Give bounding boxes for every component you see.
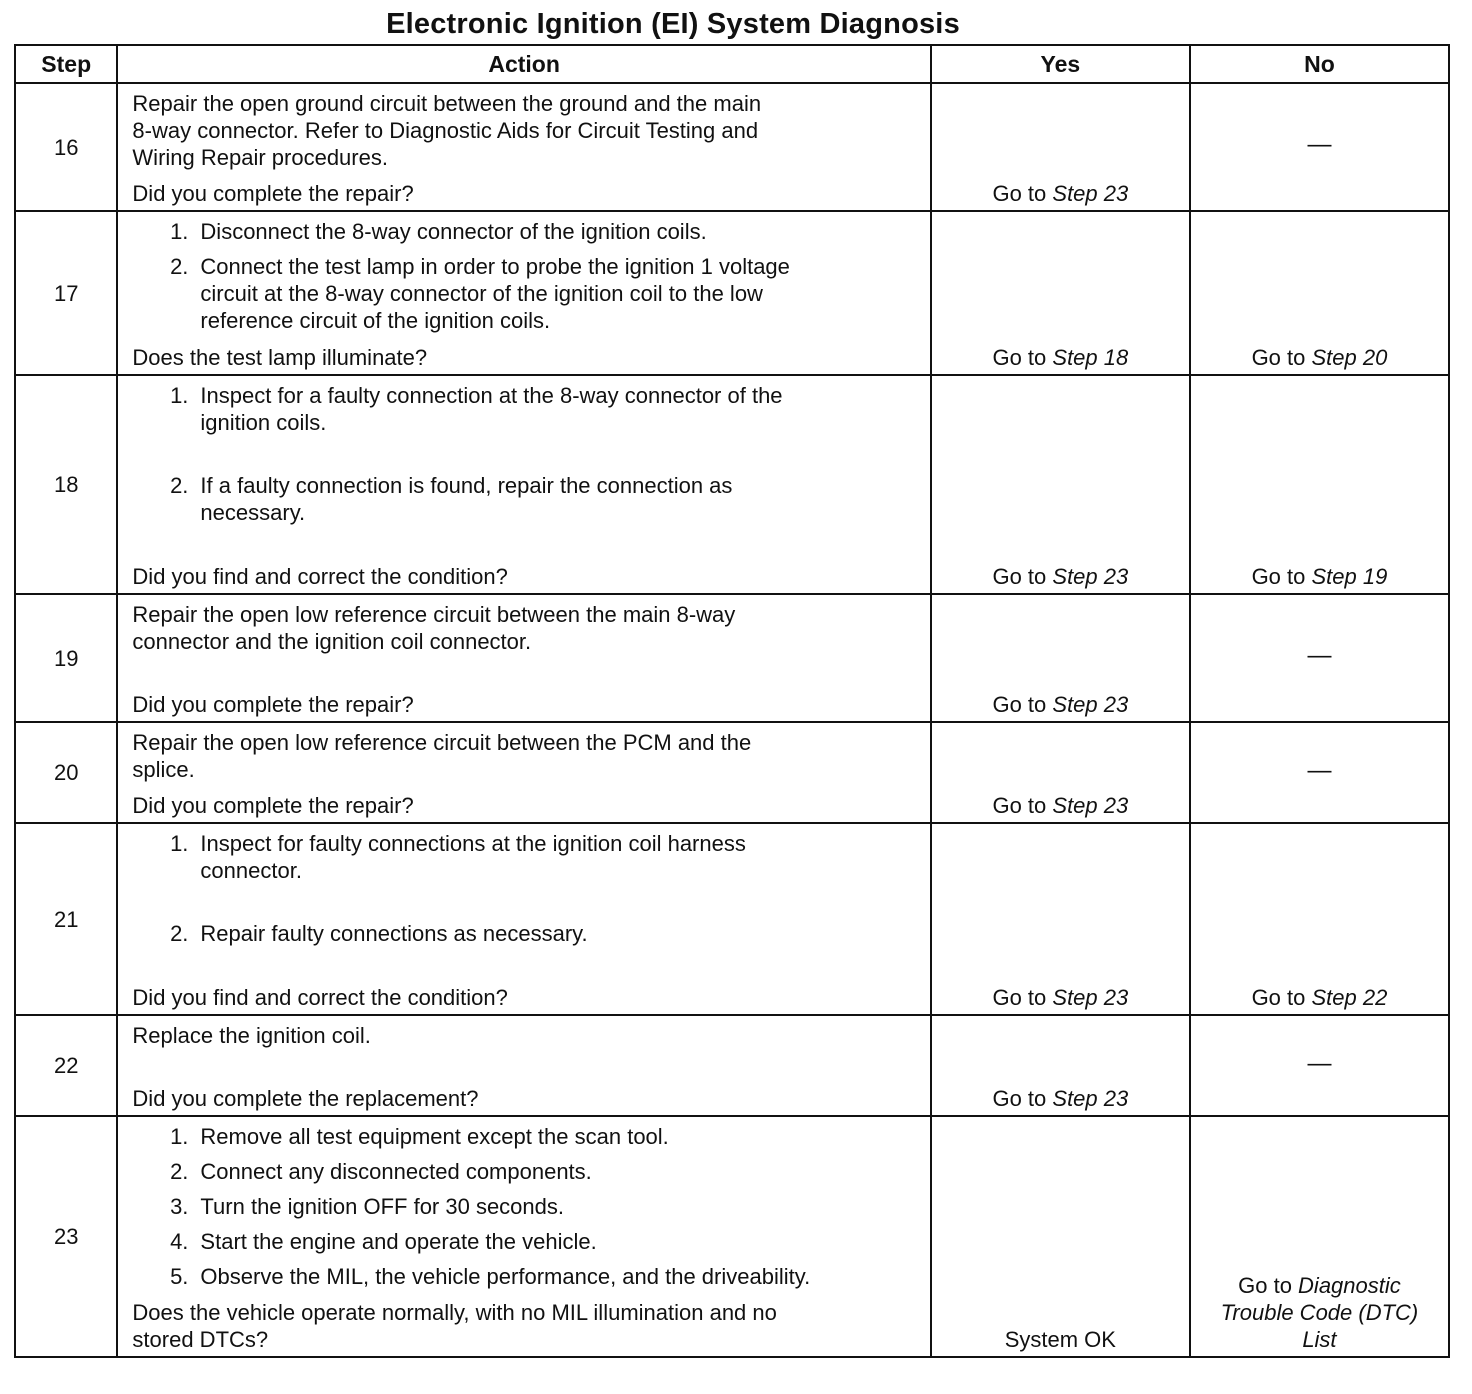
action-question: Did you complete the replacement? xyxy=(132,1086,479,1111)
yes-cell xyxy=(931,823,1190,1015)
step-item-number: 1. xyxy=(170,219,189,244)
action-steps xyxy=(132,382,915,526)
step-item-line: Remove all test equipment except the scan tool. xyxy=(200,1124,669,1149)
step-item-line: necessary. xyxy=(200,500,306,525)
step-item-text xyxy=(200,1228,915,1255)
action-step-item xyxy=(132,920,915,947)
step-item-line: Repair faulty connections as necessary. xyxy=(200,921,588,946)
no-cell xyxy=(1190,594,1449,722)
action-step-item xyxy=(132,382,915,436)
step-item-line: Connect any disconnected components. xyxy=(200,1159,592,1184)
step-number: 20 xyxy=(15,722,117,823)
action-steps xyxy=(132,1123,915,1290)
step-item-text xyxy=(200,920,915,947)
action-question xyxy=(132,1299,915,1353)
action-question: Did you complete the repair? xyxy=(132,692,414,717)
yes-goto[interactable] xyxy=(992,1086,1128,1111)
step-item-line: Connect the test lamp in order to probe the ignition 1 voltage xyxy=(200,254,790,279)
step-number: 17 xyxy=(15,211,117,375)
yes-result xyxy=(932,691,1189,718)
step-item-line: Inspect for a faulty connection at the 8-way connector of the xyxy=(200,383,783,408)
no-cell xyxy=(1190,1015,1449,1116)
no-cell xyxy=(1190,1116,1449,1357)
yes-goto-link[interactable]: Step 23 xyxy=(1052,564,1129,589)
table-row xyxy=(15,1116,1449,1357)
no-cell xyxy=(1190,211,1449,375)
step-item-number: 2. xyxy=(170,1159,189,1184)
no-goto-prefix: Go to xyxy=(1251,345,1312,370)
table-row xyxy=(15,1015,1449,1116)
action-steps xyxy=(132,218,915,334)
step-item-number: 4. xyxy=(170,1229,189,1254)
action-cell xyxy=(117,1015,930,1116)
yes-goto[interactable] xyxy=(992,793,1128,818)
yes-goto-prefix: Go to xyxy=(992,793,1053,818)
step-item-text xyxy=(200,382,915,436)
step-item-line: Observe the MIL, the vehicle performance, and the driveability. xyxy=(200,1264,811,1289)
action-cell xyxy=(117,823,930,1015)
table-row xyxy=(15,722,1449,823)
question-line: Does the vehicle operate normally, with no MIL illumination and no xyxy=(132,1300,777,1325)
table-row xyxy=(15,375,1449,594)
yes-result xyxy=(932,344,1189,371)
step-item-number: 5. xyxy=(170,1264,189,1289)
action-cell xyxy=(117,211,930,375)
action-line: Repair the open low reference circuit between the PCM and the xyxy=(132,730,752,755)
no-goto-prefix: Go to xyxy=(1251,564,1312,589)
action-content xyxy=(118,723,929,783)
yes-cell xyxy=(931,594,1190,722)
step-item-text xyxy=(200,253,915,334)
action-step-item xyxy=(132,1123,915,1150)
step-item-text xyxy=(200,1193,915,1220)
action-line: Replace the ignition coil. xyxy=(132,1023,371,1048)
yes-cell xyxy=(931,1015,1190,1116)
action-cell xyxy=(117,83,930,211)
yes-goto-link[interactable]: Step 23 xyxy=(1052,181,1129,206)
step-item-number: 2. xyxy=(170,254,189,279)
yes-goto-link[interactable]: Step 23 xyxy=(1052,985,1129,1010)
action-line: Wiring Repair procedures. xyxy=(132,145,388,170)
no-goto-line xyxy=(1191,1326,1448,1353)
header-row xyxy=(15,45,1449,83)
yes-result xyxy=(932,563,1189,590)
action-content xyxy=(118,1117,929,1290)
no-dash: — xyxy=(1307,641,1332,669)
yes-goto[interactable] xyxy=(992,345,1128,370)
action-text xyxy=(132,90,915,171)
action-step-item xyxy=(132,253,915,334)
action-content xyxy=(118,376,929,526)
step-item-number: 2. xyxy=(170,921,189,946)
step-item-line: reference circuit of the ignition coils. xyxy=(200,308,551,333)
header-step: Step xyxy=(15,45,117,83)
action-content xyxy=(118,595,929,655)
no-goto-prefix: Go to xyxy=(1251,985,1312,1010)
no-dash: — xyxy=(1307,1049,1332,1077)
step-item-line: Inspect for faulty connections at the ignition coil harness xyxy=(200,831,746,856)
yes-result-text: System OK xyxy=(1004,1327,1116,1352)
no-dash: — xyxy=(1307,130,1332,158)
action-step-item xyxy=(132,1158,915,1185)
table-row xyxy=(15,823,1449,1015)
action-question: Did you complete the repair? xyxy=(132,793,414,818)
no-goto-link[interactable]: List xyxy=(1302,1327,1337,1352)
step-item-line: If a faulty connection is found, repair the connection as xyxy=(200,473,733,498)
step-number: 16 xyxy=(15,83,117,211)
header-yes: Yes xyxy=(931,45,1190,83)
action-steps xyxy=(132,830,915,947)
no-goto-line xyxy=(1191,1299,1448,1326)
table-body xyxy=(15,83,1449,1357)
table-row xyxy=(15,211,1449,375)
diagnosis-table xyxy=(14,44,1450,1358)
no-result xyxy=(1191,344,1448,371)
step-item-text xyxy=(200,472,915,526)
yes-goto-prefix: Go to xyxy=(992,1086,1053,1111)
no-result xyxy=(1191,563,1448,590)
action-step-item xyxy=(132,218,915,245)
action-question: Did you find and correct the condition? xyxy=(132,985,508,1010)
action-cell xyxy=(117,375,930,594)
document-title: Electronic Ignition (EI) System Diagnosis xyxy=(386,8,960,40)
action-line: Repair the open ground circuit between the ground and the main xyxy=(132,91,762,116)
yes-cell xyxy=(931,211,1190,375)
step-item-line: connector. xyxy=(200,858,302,883)
step-item-text xyxy=(200,1263,915,1290)
yes-goto[interactable] xyxy=(992,564,1128,589)
step-item-text xyxy=(200,1123,915,1150)
no-cell xyxy=(1190,83,1449,211)
step-number: 18 xyxy=(15,375,117,594)
action-step-item xyxy=(132,830,915,884)
no-goto-prefix: Go to xyxy=(1238,1273,1299,1298)
yes-goto-link[interactable]: Step 23 xyxy=(1052,793,1129,818)
action-cell xyxy=(117,1116,930,1357)
yes-goto[interactable] xyxy=(992,692,1128,717)
no-goto[interactable] xyxy=(1252,564,1388,589)
no-goto-link[interactable]: Diagnostic xyxy=(1298,1273,1401,1298)
action-content xyxy=(118,212,929,334)
step-number: 23 xyxy=(15,1116,117,1357)
action-content xyxy=(118,84,929,171)
yes-goto[interactable] xyxy=(992,985,1128,1010)
step-item-line: circuit at the 8-way connector of the ignition coil to the low xyxy=(200,281,763,306)
step-item-text xyxy=(200,1158,915,1185)
yes-cell xyxy=(931,83,1190,211)
header-no: No xyxy=(1190,45,1449,83)
no-goto-link[interactable]: Step 19 xyxy=(1311,564,1388,589)
step-item-line: Start the engine and operate the vehicle. xyxy=(200,1229,597,1254)
step-number: 22 xyxy=(15,1015,117,1116)
yes-cell xyxy=(931,722,1190,823)
no-goto[interactable] xyxy=(1252,345,1388,370)
step-item-text xyxy=(200,830,915,884)
action-content xyxy=(118,824,929,947)
no-cell xyxy=(1190,375,1449,594)
step-item-number: 1. xyxy=(170,383,189,408)
no-result[interactable] xyxy=(1191,1272,1448,1353)
yes-goto-prefix: Go to xyxy=(992,345,1053,370)
step-item-number: 2. xyxy=(170,473,189,498)
action-question: Did you complete the repair? xyxy=(132,181,414,206)
yes-cell xyxy=(931,1116,1190,1357)
action-line: Repair the open low reference circuit between the main 8-way xyxy=(132,602,736,627)
action-line: 8-way connector. Refer to Diagnostic Aids for Circuit Testing and xyxy=(132,118,759,143)
action-text xyxy=(132,601,915,655)
action-cell xyxy=(117,722,930,823)
action-question: Does the test lamp illuminate? xyxy=(132,345,428,370)
no-goto-link[interactable]: Step 20 xyxy=(1311,345,1388,370)
action-step-item xyxy=(132,1193,915,1220)
action-cell xyxy=(117,594,930,722)
action-line: connector and the ignition coil connector. xyxy=(132,629,532,654)
step-item-line: Turn the ignition OFF for 30 seconds. xyxy=(200,1194,565,1219)
step-item-number: 3. xyxy=(170,1194,189,1219)
yes-result xyxy=(932,984,1189,1011)
yes-result xyxy=(932,180,1189,207)
yes-goto-prefix: Go to xyxy=(992,985,1053,1010)
yes-goto[interactable] xyxy=(992,181,1128,206)
no-dash: — xyxy=(1307,756,1332,784)
table-row xyxy=(15,83,1449,211)
header-action: Action xyxy=(117,45,930,83)
yes-cell xyxy=(931,375,1190,594)
yes-goto-link[interactable]: Step 23 xyxy=(1052,692,1129,717)
action-step-item xyxy=(132,472,915,526)
yes-goto-prefix: Go to xyxy=(992,564,1053,589)
action-question: Did you find and correct the condition? xyxy=(132,564,508,589)
yes-result xyxy=(932,1326,1189,1353)
no-cell xyxy=(1190,722,1449,823)
yes-goto-link[interactable]: Step 18 xyxy=(1052,345,1129,370)
yes-result xyxy=(932,792,1189,819)
step-item-number: 1. xyxy=(170,1124,189,1149)
table-row xyxy=(15,594,1449,722)
yes-result xyxy=(932,1085,1189,1112)
no-goto-link[interactable]: Step 22 xyxy=(1311,985,1388,1010)
yes-goto-prefix: Go to xyxy=(992,692,1053,717)
step-item-line: Disconnect the 8-way connector of the ignition coils. xyxy=(200,219,707,244)
no-result xyxy=(1191,984,1448,1011)
no-goto-link[interactable]: Trouble Code (DTC) xyxy=(1220,1300,1419,1325)
question-line: stored DTCs? xyxy=(132,1327,269,1352)
no-cell xyxy=(1190,823,1449,1015)
step-item-line: ignition coils. xyxy=(200,410,327,435)
action-text xyxy=(132,1022,915,1049)
action-line: splice. xyxy=(132,757,195,782)
no-goto[interactable] xyxy=(1252,985,1388,1010)
action-step-item xyxy=(132,1228,915,1255)
step-item-text xyxy=(200,218,915,245)
yes-goto-link[interactable]: Step 23 xyxy=(1052,1086,1129,1111)
action-step-item xyxy=(132,1263,915,1290)
step-number: 21 xyxy=(15,823,117,1015)
no-goto-line xyxy=(1191,1272,1448,1299)
action-content xyxy=(118,1016,929,1049)
step-item-number: 1. xyxy=(170,831,189,856)
step-number: 19 xyxy=(15,594,117,722)
action-text xyxy=(132,729,915,783)
yes-goto-prefix: Go to xyxy=(992,181,1053,206)
